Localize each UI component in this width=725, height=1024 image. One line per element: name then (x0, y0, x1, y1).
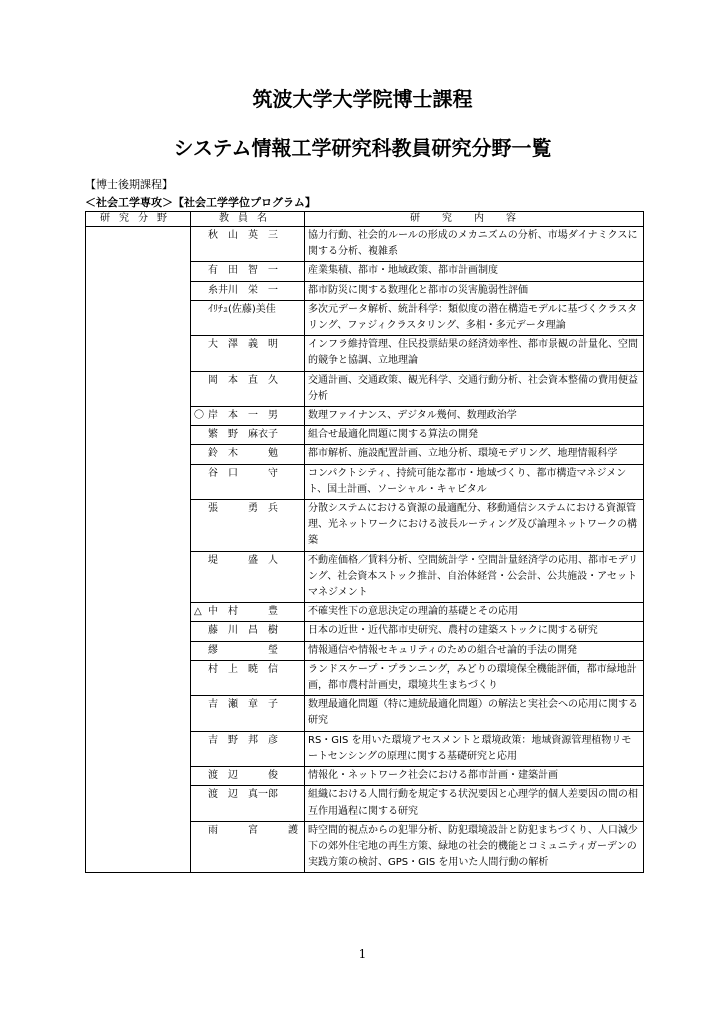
research-content: 情報通信や情報セキュリティのための組合せ論的手法の開発 (305, 641, 644, 660)
faculty-name-cell (191, 641, 305, 660)
research-content: 多次元データ解析、統計科学：類似度の潜在構造モデルに基づくクラスタリング、ファジィクラスタリング、多相・多元データ理論 (305, 300, 644, 335)
research-content: 数理ファイナンス、デジタル幾何、数理政治学 (305, 407, 644, 426)
faculty-name-cell (191, 821, 305, 873)
faculty-name: 岸 本 一 男 (208, 410, 278, 422)
research-content: 産業集積、都市・地域政策、都市計画制度 (305, 262, 644, 281)
faculty-name: 有 田 智 一 (208, 265, 278, 277)
page-number: 1 (358, 947, 367, 961)
faculty-name: 藤 川 昌 樹 (208, 625, 278, 637)
faculty-mark: 〇 (194, 410, 204, 422)
faculty-table-body (86, 227, 644, 873)
section-label: 【博士後期課程】 (85, 178, 173, 191)
research-content: 交通計画、交通政策、観光科学、交通行動分析、社会資本整備の費用便益分析 (305, 371, 644, 406)
research-content: ランドスケープ・プランニング，みどりの環境保全機能評価，都市緑地計画，都市農村計画史，環境共生まちづくり (305, 660, 644, 695)
faculty-name-cell (191, 786, 305, 821)
faculty-name: 岡 本 直 久 (208, 374, 278, 386)
faculty-name-cell (191, 300, 305, 335)
research-content: 都市解析、施設配置計画、立地分析、環境モデリング、地理情報科学 (305, 445, 644, 464)
research-content: 不確実性下の意思決定の理論的基礎とその応用 (305, 603, 644, 622)
table-row (86, 227, 644, 262)
header-research-content: 研究内容 (305, 212, 644, 227)
research-content: インフラ維持管理、住民投票結果の経済効率性、都市景観の計量化、空間的競争と協調、立地理論 (305, 336, 644, 371)
faculty-name: 糸井川 栄 一 (208, 284, 278, 296)
research-content: 時空間的視点からの犯罪分析、防犯環境設計と防犯まちづくり、人口減少下の郊外住宅地の再生方策、緑地の社会的機能とコミュニティガーデンの実践方策の検討、GPS・GIS を用いた人間行動の解析 (305, 821, 644, 873)
faculty-name-cell (191, 464, 305, 499)
faculty-mark: △ (194, 606, 202, 618)
research-content: 不動産価格／賃料分析、空間統計学・空間計量経済学の応用、都市モデリング、社会資本ストック推計、自治体経営・公会計、公共施設・アセットマネジメント (305, 551, 644, 603)
faculty-name-cell (191, 445, 305, 464)
faculty-name: 繆 瑩 (208, 644, 278, 656)
faculty-name: 秋 山 英 三 (208, 230, 278, 241)
table-header-row (86, 212, 644, 227)
faculty-name-cell (191, 731, 305, 766)
research-content: 組織における人間行動を規定する状況要因と心理学的個人差要因の間の相互作用過程に関する研究 (305, 786, 644, 821)
faculty-name-cell (191, 227, 305, 262)
faculty-name: 大 澤 義 明 (208, 339, 278, 351)
faculty-name-cell (191, 696, 305, 731)
document-title: 筑波大学大学院博士課程 (252, 87, 473, 111)
research-field-cell (86, 227, 191, 873)
faculty-name: 張 勇 兵 (208, 503, 278, 515)
faculty-name-cell (191, 281, 305, 300)
faculty-name: 谷 口 守 (208, 467, 278, 479)
research-content: 情報化・ネットワーク社会における都市計画・建築計画 (305, 767, 644, 786)
faculty-name-cell (191, 262, 305, 281)
faculty-name: 吉 瀬 章 子 (208, 699, 278, 711)
header-research-field: 研究分野 (86, 212, 191, 227)
research-content: RS・GIS を用いた環境アセスメントと環境政策：地域資源管理植物リモートセンシングの原理に関する基礎研究と応用 (305, 731, 644, 766)
faculty-name: 中 村 豊 (208, 606, 278, 618)
faculty-name: 雨 宮 護 (208, 824, 298, 836)
document-subtitle: システム情報工学研究科教員研究分野一覧 (173, 136, 552, 160)
research-content: 分散システムにおける資源の最適配分、移動通信システムにおける資源管理、光ネットワークにおける波長ルーティング及び論理ネットワークの構築 (305, 500, 644, 552)
faculty-name: 堤 盛 人 (208, 554, 278, 566)
research-content: 協力行動、社会的ルールの形成のメカニズムの分析、市場ダイナミクスに関する分析、複雑系 (305, 227, 644, 262)
faculty-name: 村 上 暁 信 (208, 663, 278, 675)
faculty-name-cell (191, 551, 305, 603)
faculty-name: 繁 野 麻衣子 (208, 429, 278, 441)
faculty-table (85, 211, 644, 873)
faculty-name: 渡 辺 俊 (208, 770, 278, 782)
research-content: 組合せ最適化問題に関する算法の開発 (305, 426, 644, 445)
header-faculty-name: 教員名 (191, 212, 305, 227)
faculty-name-cell (191, 767, 305, 786)
faculty-name-cell (191, 371, 305, 406)
research-content: コンパクトシティ、持続可能な都市・地域づくり、都市構造マネジメント、国土計画、ソーシャル・キャピタル (305, 464, 644, 499)
faculty-name-cell (191, 407, 305, 426)
faculty-name-cell (191, 622, 305, 641)
research-content: 数理最適化問題（特に連続最適化問題）の解法と実社会への応用に関する研究 (305, 696, 644, 731)
faculty-name: 鈴 木 勉 (208, 448, 278, 460)
faculty-name: ｲﾘﾁｭ(佐藤)美佳 (208, 303, 276, 315)
faculty-name-cell (191, 500, 305, 552)
research-content: 都市防災に関する数理化と都市の災害脆弱性評価 (305, 281, 644, 300)
research-content: 日本の近世・近代都市史研究、農村の建築ストックに関する研究 (305, 622, 644, 641)
faculty-name: 渡 辺 真一郎 (208, 789, 278, 801)
faculty-name-cell (191, 336, 305, 371)
faculty-name-cell (191, 603, 305, 622)
program-label: ＜社会工学専攻＞【社会工学学位プログラム】 (85, 196, 316, 209)
faculty-name-cell (191, 660, 305, 695)
faculty-name-cell (191, 426, 305, 445)
faculty-name: 吉 野 邦 彦 (208, 734, 278, 746)
